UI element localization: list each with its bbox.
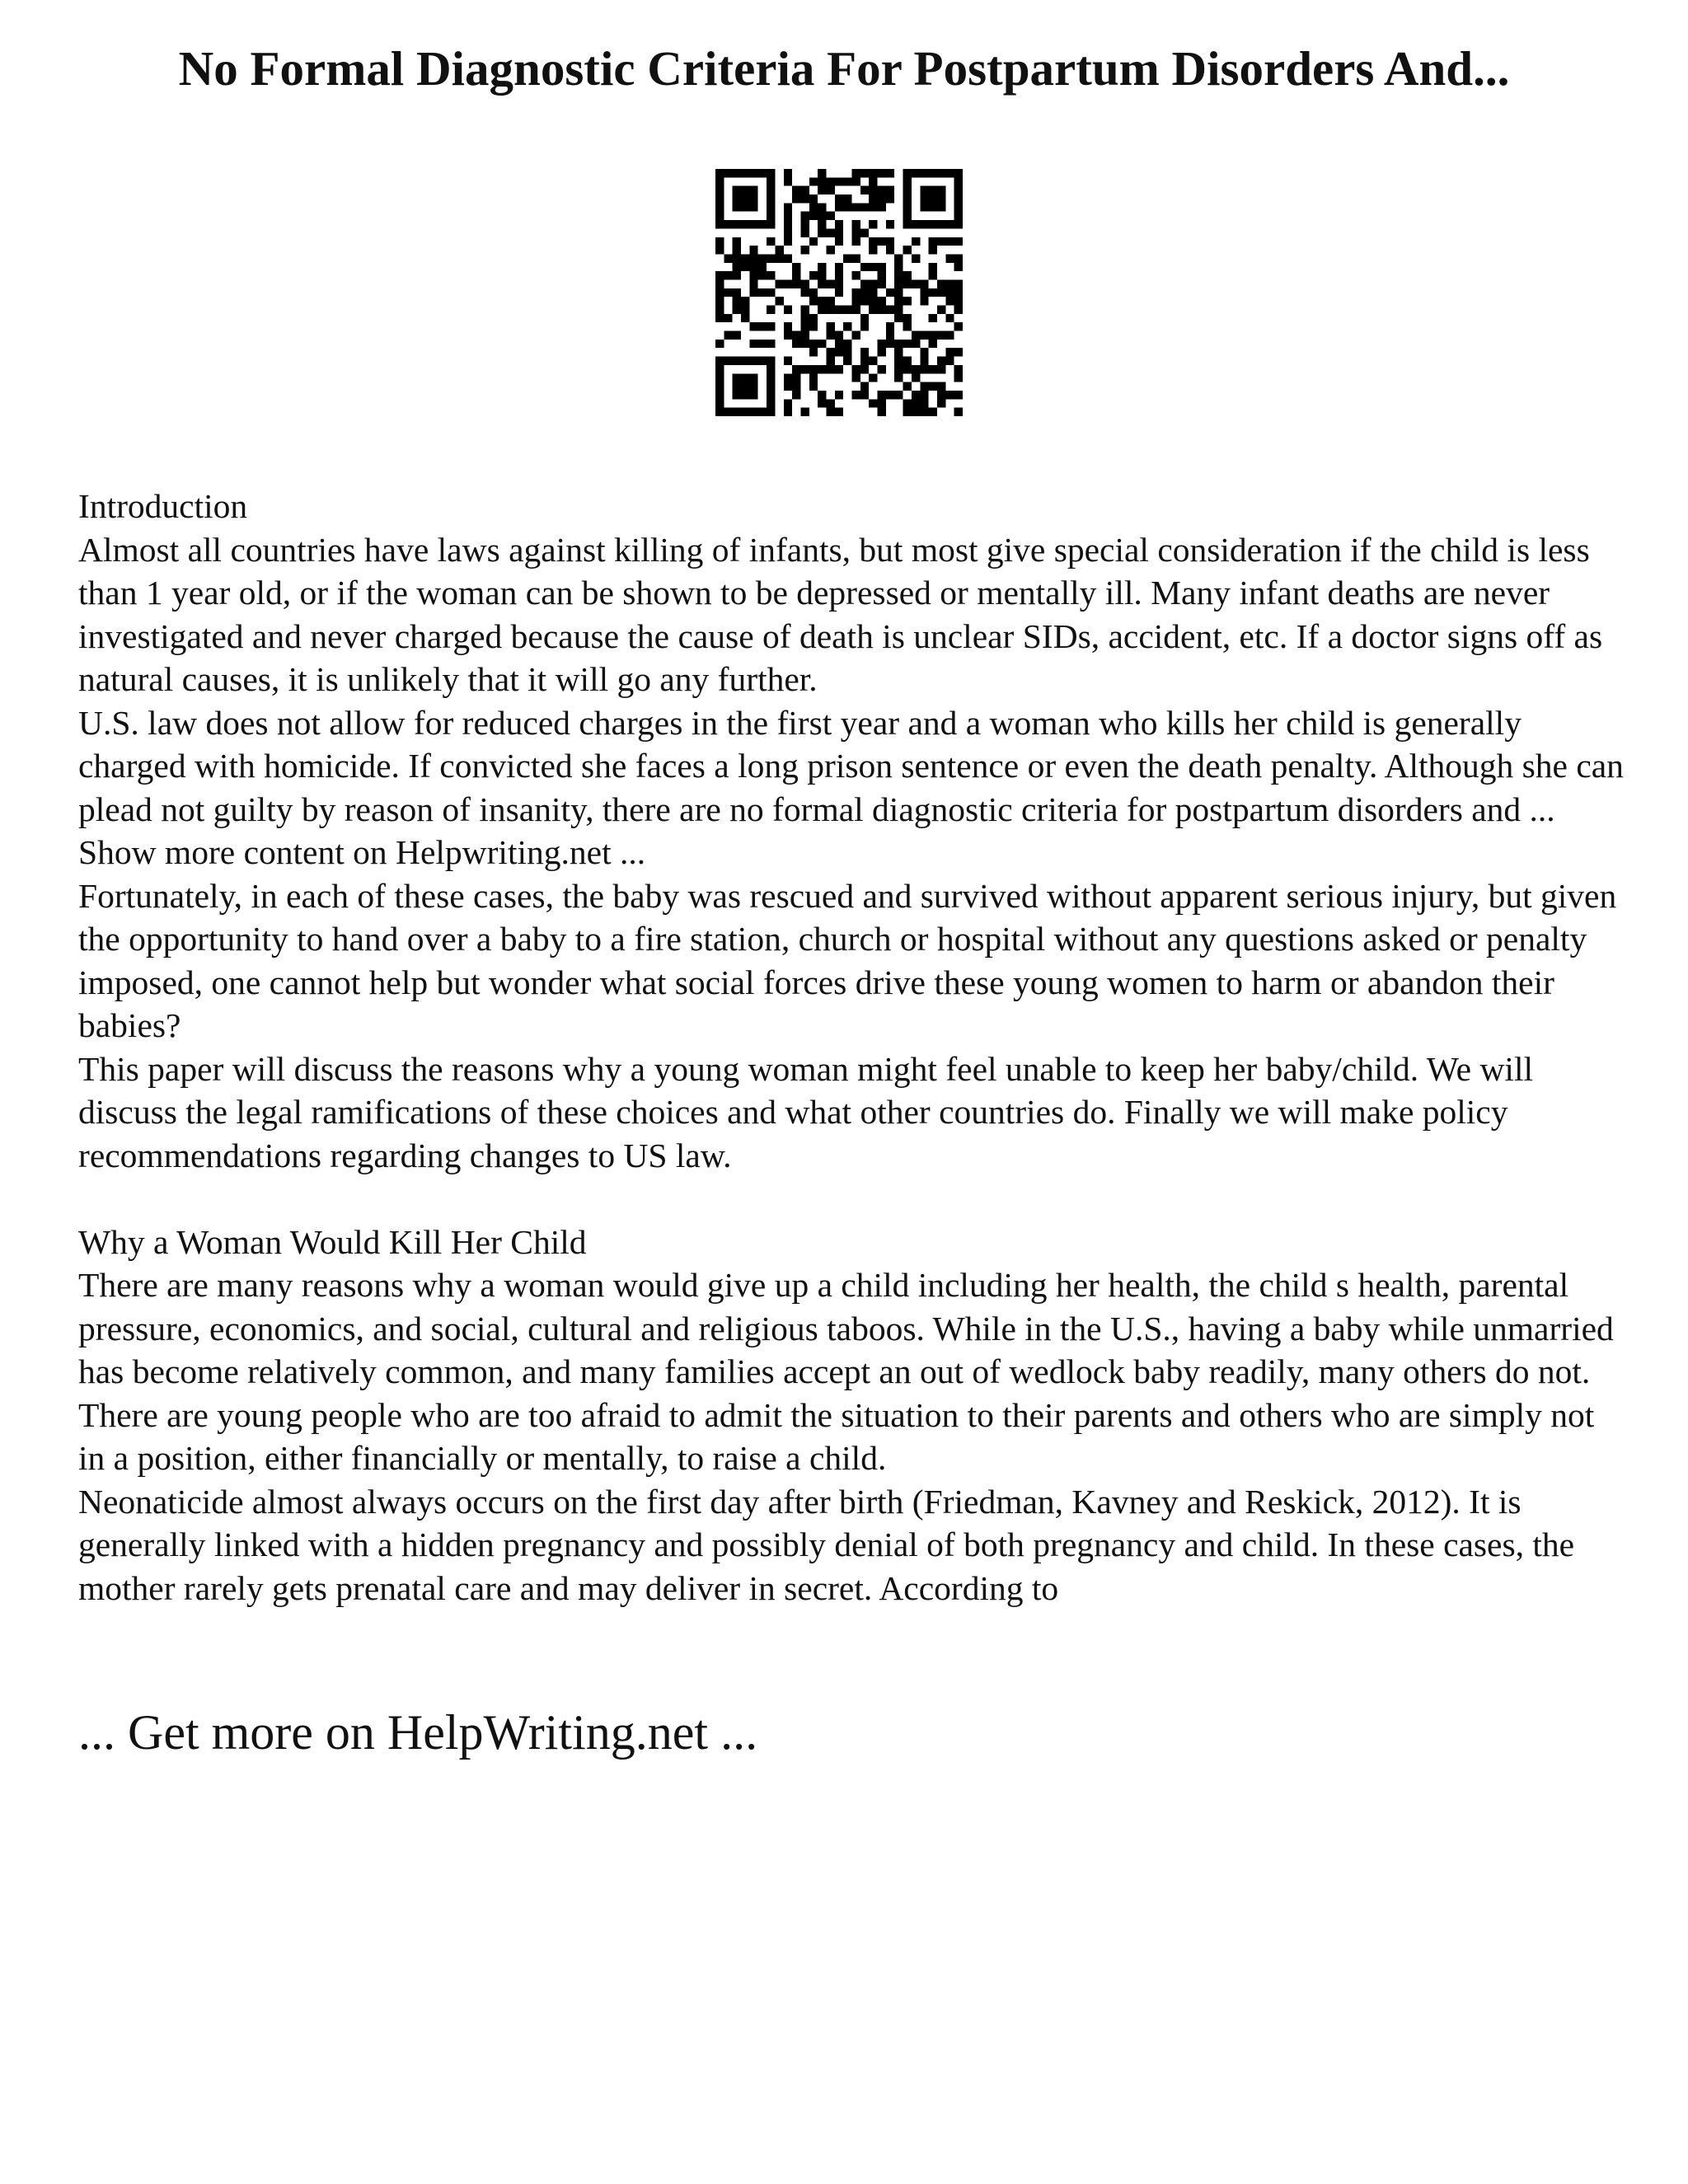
- why-paragraph-2: Neonaticide almost always occurs on the first day after birth (Friedman, Kavney and Reskick, 2012). It is generally linked with a hidden pregnancy and possibly denial of both pregnancy and child. In these cases, the mother rarely gets prenatal care and may deliver in secret. According to: [78, 1482, 1575, 1607]
- document-body: [78, 485, 1628, 1610]
- why-paragraph-1: There are many reasons why a woman would give up a child including her health, the child s health, parental pressure, economics, and social, cultural and religious taboos. While in the U.S., having a baby while unmarried has become relatively common, and many families accept an out of wedlock baby readily, many others do not. There are young people who are too afraid to admit the situation to their parents and others who are simply not in a position, either financially or mentally, to raise a child.: [78, 1266, 1614, 1477]
- section-heading-why-a-woman: Why a Woman Would Kill Her Child: [78, 1222, 587, 1261]
- section-spacer: [78, 1177, 1628, 1221]
- document-title: No Formal Diagnostic Criteria For Postpartum Disorders And...: [178, 41, 1510, 96]
- section-heading-introduction: Introduction: [78, 487, 248, 525]
- intro-paragraph-3: Fortunately, in each of these cases, the baby was rescued and survived without apparent serious injury, but given the opportunity to hand over a baby to a fire station, church or hospital without any questions asked or penalty imposed, one cannot help but wonder what social forces drive these young women to harm or abandon their babies?: [78, 876, 1617, 1044]
- qr-code-icon: [715, 169, 963, 416]
- intro-paragraph-1: Almost all countries have laws against killing of infants, but most give special consideration if the child is less than 1 year old, or if the woman can be shown to be depressed or mentally ill. Many infant deaths are never investigated and never charged because the cause of death is unclear SIDs, accident, etc. If a doctor signs off as natural causes, it is unlikely that it will go any further.: [78, 530, 1603, 698]
- intro-paragraph-2: U.S. law does not allow for reduced charges in the first year and a woman who kills her child is generally charged with homicide. If convicted she faces a long prison sentence or even the death penalty. Although she can plead not guilty by reason of insanity, there are no formal diagnostic criteria for postpartum disorders and ... Show more content on Helpwriting.net ...: [78, 703, 1624, 871]
- intro-paragraph-4: This paper will discuss the reasons why a young woman might feel unable to keep her baby/child. We will discuss the legal ramifications of these choices and what other countries do. Finally we will make policy recommendations regarding changes to US law.: [78, 1049, 1534, 1174]
- get-more-link[interactable]: ... Get more on HelpWriting.net ...: [78, 1705, 758, 1760]
